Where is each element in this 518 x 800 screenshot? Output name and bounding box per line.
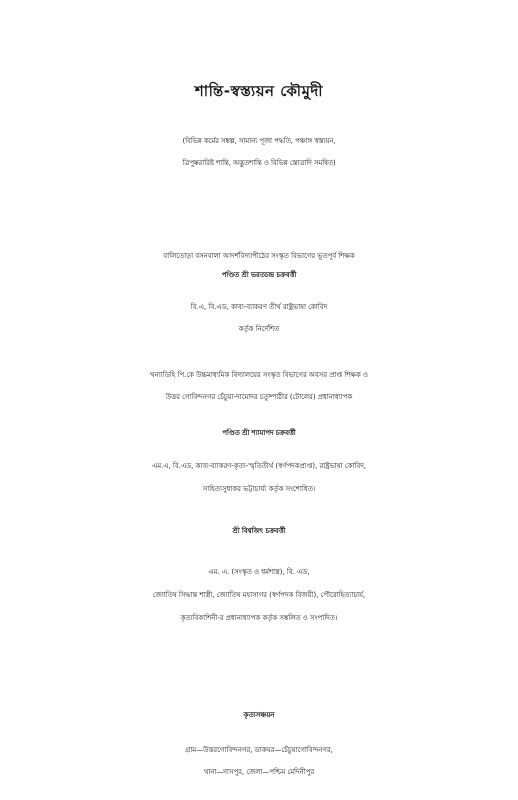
- editor3-name: শ্রী বিশ্বজিৎ চক্রবর্ত্তী: [232, 527, 286, 535]
- publisher-name: কৃত্যসঞ্চয়ন: [243, 711, 275, 719]
- editor3-qualification-line-1: এম. এ. (সংস্কৃত ও ধর্মশাস্ত্র), বি. এড,: [208, 568, 310, 576]
- editor2-qualification-line-2: সাহিত্যসুধাকর ভট্টাচার্য্য কর্তৃক সংশোধিত।: [202, 485, 316, 493]
- editor3-qualification-line-2: জ্যোতিষ সিদ্ধান্ত শাস্ত্রী, জ্যোতিষ মহাসাগর (স্বর্ণপদক বিজয়ী), পৌরোহিত্যাচার্য,: [152, 591, 366, 599]
- subtitle-line-2: ত্রিপুষ্করারিষ্ট শান্তি, অদ্ভুতশান্তি ও বিভিন্ন স্তোত্রাদি সমন্বিত): [182, 159, 336, 167]
- subtitle-line-1: (বিভিন্ন কর্মের সঙ্কল্প, সামান্য পূজা পদ্ধতি, পঞ্চাঙ্গ স্বস্ত্যয়ন,: [182, 137, 336, 145]
- publisher-address-line-2: থানা—দাসপুর, জেলা—পশ্চিম মেদিনীপুর: [203, 768, 315, 776]
- editor2-qualification-line-1: এম.এ, বি.এড, কাব্য-ব্যাকরণ-কৃত্য-স্মৃতিতীর্থ (স্বর্ণপদকপ্রাপ্ত), রাষ্ট্রভাষা কোবিদ,: [151, 462, 367, 470]
- editor1-role: কর্তৃক নির্দেশিত: [238, 325, 280, 333]
- editor1-qualification: বি.এ, বি.এড, কাব্য-ব্যাকরণ তীর্থ রাষ্ট্রভাষা কোবিদ: [190, 303, 328, 311]
- editor2-name: পণ্ডিত শ্রী শ্যামাপদ চক্রবর্ত্তী: [222, 429, 296, 437]
- editor3-qualification-line-3: কৃত্যবিকাশিনী-র প্রধানাধ্যাপক কর্তৃক সঙ্কলিত ও সংপাদিত।: [180, 614, 338, 622]
- publisher-address-line-1: গ্রাম—উত্তরগোবিন্দনগর, ডাকঘর—চেঁচুয়াগোবিন্দনগর,: [185, 746, 333, 754]
- editor2-intro-line-2: উত্তর গোবিন্দনগর চেঁচুয়া-দামোদর চতুষ্পাঠীর (টোলের) প্রধানাধ্যাপক: [165, 393, 353, 401]
- book-title: শান্তি-স্বস্ত্যয়ন কৌমুদী: [194, 82, 324, 100]
- editor1-name: পণ্ডিত শ্রী ভরতচন্দ্র চক্রবর্ত্তী: [221, 271, 297, 279]
- editor1-intro: বালিতোড়া বসনবালা আদর্শবিদ্যাপীঠের সংস্কৃত বিভাগের ভূতপূর্ব শিক্ষক: [163, 252, 355, 260]
- editor2-intro-line-1: খন্যাডিহি পি.কে উচ্চমাধ্যমিক বিদ্যালয়ের সংস্কৃত বিভাগের অবসর প্রাপ্ত শিক্ষক ও: [150, 371, 368, 379]
